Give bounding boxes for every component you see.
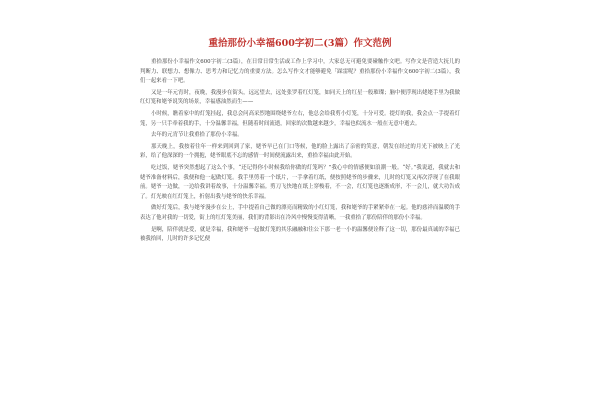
document-title: 重拾那份小幸福600字初二(3篇）作文范例 [208, 38, 392, 49]
paragraph-childhood: 小时候，瞧着家中的灯笼挂起，我总会问高采烈地围绕姥爷左右，他总会给我剪小灯笼，十分可爱。提灯的我，我会点一手提着灯笼，另一只手牵着我的手，十分温馨幸福，但随着时间流逝，回家的次数越来越少，幸福也似流水一般在无意中逝去。 [140, 110, 460, 127]
paragraph-making-lantern: 吃过饭，姥爷突然想起了这么个事，“还记得你小时候我给你做的灯笼吗？”我心中的情感便如浪潮一般。“好。”我说道，我就去和姥爷准备材料后，我便和他一起做灯笼。我手里剪着一个纸片，一手拿着红纸，便按照姥爷的步骤来，儿时的灯笼又再次浮现了在我眼前。姥爷一边做，一边给我讲着故事，十分温馨幸福。剪刀飞快地在纸上穿梭着，不一会，红灯笼也逐渐成形，不一会儿，就大功告成了。灯光映在红灯笼上，折射出我与姥爷的快乐幸福。 [140, 164, 460, 200]
paragraph-walking: 做好灯笼后，我与姥爷漫步在公上，手中提着自己做的漂亮而精致的小红灯笼，我和姥爷的手紧紧牵在一起。他的慈祥而温暖的手表达了他对我的一切爱，街上的红灯笼美丽，我们的背影出在冷风中慢慢变得清晰，一我重拾了那份陪伴的那份小幸福。 [140, 205, 460, 221]
paragraph-conclusion: 是啊，陪伴就是爱，就是幸福，我和姥爷一起做灯笼的其乐融融和往公下那一老一小的温馨便诠释了这一切，那份最真诚的幸福已被我拾回，儿时的许多记忆便 [140, 226, 460, 243]
paragraph-intro: 重拾那份小幸福作文600字初二(3篇），在日常日常生活或工作上学习中，大家总无可避免要碰触作文吧。写作文是营造大抚儿的判断力、联想力、想像力、思考力和记忆力的重要方法。怎么写作文才能够避免「踩雷呢？重拾那份小幸福作文600字初二(3篇），我们一起来看一下吧。 [140, 59, 460, 85]
paragraph-that-night: 那天晚上，我按着往年一样来到回到了家，姥爷早已在门口等候，他的脸上露出了亲密的笑意，朝发在经过的月光下被映上了光彩，给了他深深的一个拥抱，姥爷眼底不忘的感情一时间便流露出来，重拾幸福由此开始。 [140, 143, 460, 160]
paragraph-lantern-festival: 又是一年元宵时，夜晚，我漫步在街头，远远望去，远处张罗着红灯笼，如同天上的红星一般璀璨；脑中便浮现出姥姥手里为我做红灯笼和姥爷说笑的场景，幸福感油然而生—— [140, 89, 460, 106]
paragraph-last-year: 去年的元宵节让我重拾了那份小幸福。 [151, 132, 243, 139]
